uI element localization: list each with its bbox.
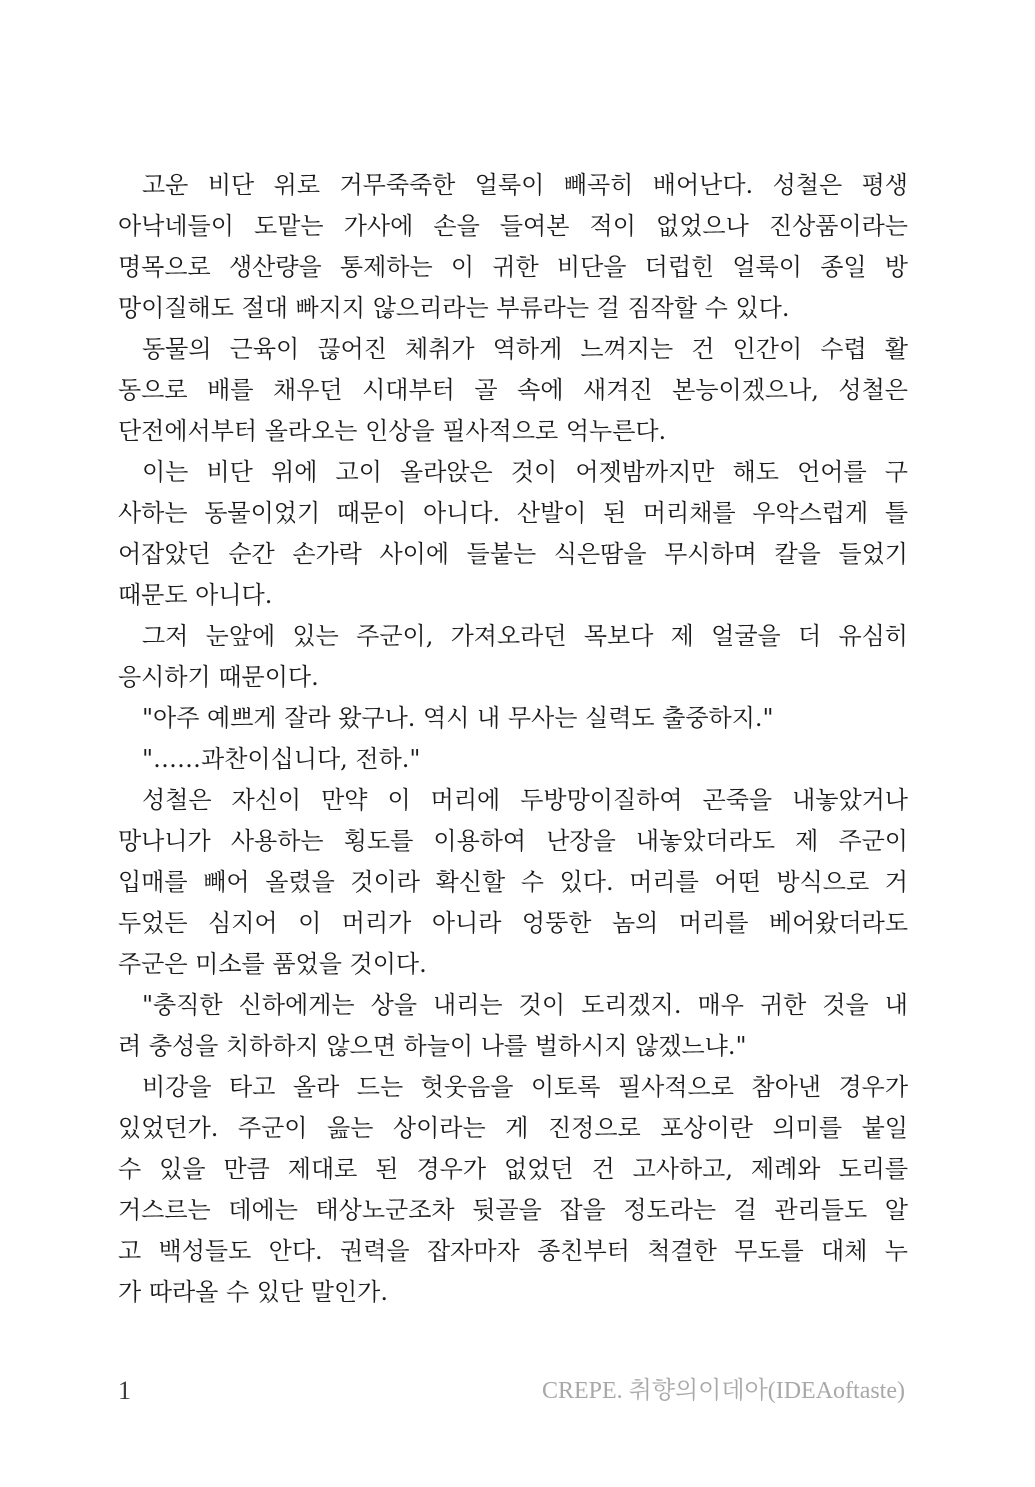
text-line: "아주 예쁘게 잘라 왔구나. 역시 내 무사는 실력도 출중하지." [142, 704, 774, 732]
paragraph [118, 165, 908, 329]
text-line: 단전에서부터 올라오는 인상을 필사적으로 억누른다. [118, 417, 667, 445]
text-line: 수 있을 만큼 제대로 된 경우가 없었던 건 고사하고, 제례와 도리를 [118, 1155, 908, 1183]
text-line: 아낙네들이 도맡는 가사에 손을 들여본 적이 없었으나 진상품이라는 [118, 212, 908, 240]
text-line: 어잡았던 순간 손가락 사이에 들붙는 식은땀을 무시하며 칼을 들었기 [118, 540, 908, 568]
text-line: 망이질해도 절대 빠지지 않으리라는 부류라는 걸 짐작할 수 있다. [118, 294, 790, 322]
page-number: 1 [118, 1376, 131, 1405]
text-line: 가 따라올 수 있단 말인가. [118, 1278, 388, 1306]
body-text [118, 165, 908, 1313]
text-line: 때문도 아니다. [118, 581, 273, 609]
text-line: 명목으로 생산량을 통제하는 이 귀한 비단을 더럽힌 얼룩이 종일 방 [118, 253, 908, 281]
text-line: 두었든 심지어 이 머리가 아니라 엉뚱한 놈의 머리를 베어왔더라도 [118, 909, 908, 937]
text-line: 입매를 빼어 올렸을 것이라 확신할 수 있다. 머리를 어떤 방식으로 거 [118, 868, 908, 896]
text-line: 동물의 근육이 끊어진 체취가 역하게 느껴지는 건 인간이 수렵 활 [142, 335, 908, 363]
text-line: 고 백성들도 안다. 권력을 잡자마자 종친부터 척결한 무도를 대체 누 [118, 1237, 908, 1265]
paragraph [118, 780, 908, 985]
paragraph [118, 985, 908, 1067]
footer-credit: CREPE. 취향의이데아(IDEAoftaste) [541, 1378, 905, 1404]
text-line: 그저 눈앞에 있는 주군이, 가져오라던 목보다 제 얼굴을 더 유심히 [142, 622, 908, 650]
text-line: 사하는 동물이었기 때문이 아니다. 산발이 된 머리채를 우악스럽게 틀 [118, 499, 908, 527]
paragraph [118, 1067, 908, 1313]
text-line: 주군은 미소를 품었을 것이다. [118, 950, 427, 978]
paragraph [118, 329, 908, 452]
text-line: "충직한 신하에게는 상을 내리는 것이 도리겠지. 매우 귀한 것을 내 [142, 991, 908, 1019]
text-line: 려 충성을 치하하지 않으면 하늘이 나를 벌하시지 않겠느냐." [118, 1032, 747, 1060]
text-line: 망나니가 사용하는 횡도를 이용하여 난장을 내놓았더라도 제 주군이 [118, 827, 908, 855]
text-line: 성철은 자신이 만약 이 머리에 두방망이질하여 곤죽을 내놓았거나 [142, 786, 908, 814]
text-line: 응시하기 때문이다. [118, 663, 319, 691]
text-line: 비강을 타고 올라 드는 헛웃음을 이토록 필사적으로 참아낸 경우가 [142, 1073, 908, 1101]
text-line: 동으로 배를 채우던 시대부터 골 속에 새겨진 본능이겠으나, 성철은 [118, 376, 908, 404]
text-line: 이는 비단 위에 고이 올라앉은 것이 어젯밤까지만 해도 언어를 구 [142, 458, 908, 486]
paragraph [118, 739, 908, 780]
text-line: 고운 비단 위로 거무죽죽한 얼룩이 빼곡히 배어난다. 성철은 평생 [142, 171, 908, 199]
paragraph [118, 698, 908, 739]
paragraph [118, 616, 908, 698]
paragraph [118, 452, 908, 616]
text-line: 있었던가. 주군이 읊는 상이라는 게 진정으로 포상이란 의미를 붙일 [118, 1114, 908, 1142]
text-line: "……과찬이십니다, 전하." [142, 745, 421, 773]
text-line: 거스르는 데에는 태상노군조차 뒷골을 잡을 정도라는 걸 관리들도 알 [118, 1196, 908, 1224]
